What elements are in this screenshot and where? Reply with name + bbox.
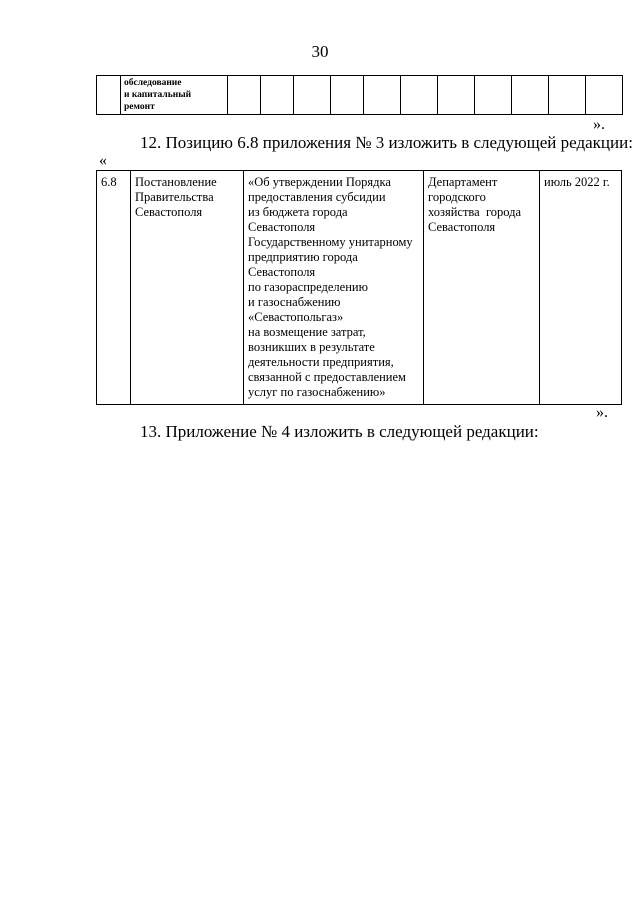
text-line: на возмещение затрат, [248,325,366,339]
text-line: городского [428,190,486,204]
text-line: Севастополя [248,220,316,234]
row-number: 6.8 [101,175,117,189]
cell-number [97,171,131,405]
text-line: хозяйства города [428,205,522,219]
table-cell [261,76,294,115]
opening-quote: « [99,152,107,169]
text-line: по газораспределению [248,280,368,294]
text-line: Департамент [428,175,498,189]
text-line: Севастополя [248,265,316,279]
closing-quote: ». [596,404,608,421]
text-line: и газоснабжению [248,295,341,309]
text-line: Правительства [135,190,214,204]
text-line: предприятию города [248,250,358,264]
text-line: «Севастопольгаз» [248,310,344,324]
table-row [97,171,622,405]
page-number: 30 [311,42,329,61]
text-line: обследование [124,78,182,88]
text-line: и капитальный [124,90,192,100]
table-cell-work-type [121,76,228,115]
text-line: Государственному унитарному [248,235,413,249]
table-cell [294,76,331,115]
text-line: предоставления субсидии [248,190,386,204]
cell-responsible [424,171,540,405]
text-line: ремонт [124,102,155,112]
table-cell [475,76,512,115]
table-cell [97,76,121,115]
table-cell [586,76,623,115]
position-table [96,170,622,405]
table-cell [512,76,549,115]
cell-document-type [131,171,244,405]
text-line: Севастополя [135,205,203,219]
deadline: июль 2022 г. [544,175,610,189]
text-line: Постановление [135,175,217,189]
text-line: услуг по газоснабжению» [248,385,386,399]
cell-deadline [540,171,622,405]
closing-quote: ». [593,116,605,133]
cell-document-title [244,171,424,405]
text-line: Севастополя [428,220,496,234]
text-line: связанной с предоставлением [248,370,406,384]
table-cell [364,76,401,115]
paragraph-12: 12. Позицию 6.8 приложения № 3 изложить в следующей редакции: [140,133,633,152]
text-line: из бюджета города [248,205,348,219]
previous-table-fragment [96,75,623,115]
table-cell [438,76,475,115]
text-line: деятельности предприятия, [248,355,394,369]
table-cell [549,76,586,115]
table-row [97,76,623,115]
table-cell [331,76,364,115]
paragraph-13: 13. Приложение № 4 изложить в следующей редакции: [140,422,539,441]
text-line: возникших в результате [248,340,375,354]
table-cell [228,76,261,115]
table-cell [401,76,438,115]
text-line: «Об утверждении Порядка [248,175,391,189]
